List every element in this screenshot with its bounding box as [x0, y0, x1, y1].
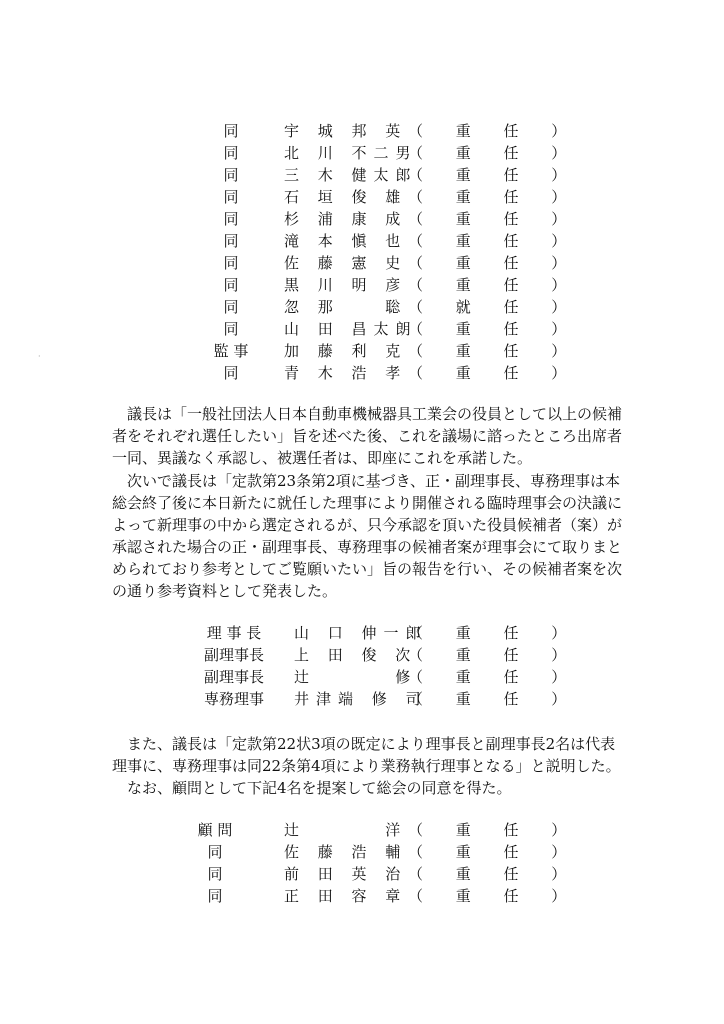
- officer-name: 辻 洋: [284, 821, 408, 839]
- role-label: 同: [223, 320, 239, 338]
- paragraph-executive-report: 次いで議長は「定款第23条第2項に基づき、正・副理事長、専務理事は本総会終了後に本日新たに就任した理事により開催される臨時理事会の決議によって新理事の中から選定されるが、只今承認を頂いた役員候補者（案）が承認された場合の正・副理事長、専務理事の候補者案が理事会にて取りまとめられており参考としてご覧願いたい」旨の報告を行い、その候補者案を次の通り参考資料として発表した。: [112, 472, 623, 600]
- roster-row: [0, 863, 724, 885]
- officer-name: 三 木 健太郎: [284, 166, 418, 184]
- role-label: 同: [223, 254, 239, 272]
- margin-dot: ·: [38, 352, 41, 361]
- roster-row: [0, 644, 724, 666]
- appointment-status: （ 重 任 ）: [408, 254, 581, 272]
- executive-roster: [0, 622, 724, 710]
- appointment-status: （ 重 任 ）: [408, 144, 581, 162]
- role-label: 監 事: [213, 342, 249, 360]
- officer-name: 黒 川 明 彦: [284, 276, 408, 294]
- role-label: 同: [207, 843, 223, 861]
- roster-row: [0, 318, 724, 340]
- role-label: 理 事 長: [206, 624, 262, 642]
- appointment-status: （ 重 任 ）: [408, 188, 581, 206]
- role-label: 同: [223, 210, 239, 228]
- officer-name: 忽 那 聡: [284, 298, 408, 316]
- officer-name: 上 田 俊 次: [294, 646, 418, 664]
- role-label: 同: [207, 865, 223, 883]
- roster-row: [0, 208, 724, 230]
- appointment-status: （ 重 任 ）: [408, 210, 581, 228]
- appointment-status: （ 重 任 ）: [408, 320, 581, 338]
- roster-row: [0, 230, 724, 252]
- roster-row: [0, 666, 724, 688]
- appointment-status: （ 重 任 ）: [408, 364, 581, 382]
- roster-row: [0, 841, 724, 863]
- roster-row: [0, 885, 724, 907]
- officer-name: 井津端 修 司: [294, 690, 428, 708]
- officer-name: 佐 藤 憲 史: [284, 254, 408, 272]
- paragraph-election-approval: 議長は「一般社団法人日本自動車機械器具工業会の役員として以上の候補者をそれぞれ選任したい」旨を述べた後、これを議場に諮ったところ出席者一同、異議なく承認し、被選任者は、即座にこれを承諾した。: [112, 405, 623, 467]
- role-label: 同: [207, 887, 223, 905]
- officer-name: 青 木 浩 孝: [284, 364, 408, 382]
- appointment-status: （ 重 任 ）: [408, 276, 581, 294]
- officer-name: 前 田 英 治: [284, 865, 408, 883]
- roster-row: [0, 142, 724, 164]
- role-label: 同: [223, 364, 239, 382]
- officer-name: 宇 城 邦 英: [284, 122, 408, 140]
- officer-name: 北 川 不二男: [284, 144, 418, 162]
- roster-row: [0, 296, 724, 318]
- appointment-status: （ 重 任 ）: [408, 342, 581, 360]
- role-label: 同: [223, 122, 239, 140]
- officer-name: 辻 修: [294, 668, 418, 686]
- appointment-status: （ 重 任 ）: [408, 232, 581, 250]
- roster-row: [0, 340, 724, 362]
- officer-name: 山 口 伸一郎: [294, 624, 428, 642]
- appointment-status: （ 重 任 ）: [408, 646, 581, 664]
- roster-row: [0, 622, 724, 644]
- officer-name: 石 垣 俊 雄: [284, 188, 408, 206]
- appointment-status: （ 重 任 ）: [408, 668, 581, 686]
- officer-name: 加 藤 利 克: [284, 342, 408, 360]
- paragraph-advisers-intro: なお、顧問として下記4名を提案して総会の同意を得た。: [127, 779, 512, 797]
- officer-name: 滝 本 愼 也: [284, 232, 408, 250]
- officer-name: 正 田 容 章: [284, 887, 408, 905]
- appointment-status: （ 重 任 ）: [408, 843, 581, 861]
- roster-row: [0, 362, 724, 384]
- officer-name: 山 田 昌太朗: [284, 320, 418, 338]
- roster-row: [0, 252, 724, 274]
- officer-name: 佐 藤 浩 輔: [284, 843, 408, 861]
- role-label: 副理事長: [203, 646, 264, 664]
- roster-row: [0, 164, 724, 186]
- officer-roster: [0, 120, 724, 384]
- appointment-status: （ 重 任 ）: [408, 865, 581, 883]
- role-label: 同: [223, 188, 239, 206]
- adviser-roster: [0, 819, 724, 907]
- appointment-status: （ 重 任 ）: [408, 821, 581, 839]
- role-label: 同: [223, 276, 239, 294]
- appointment-status: （ 重 任 ）: [408, 122, 581, 140]
- officer-name: 杉 浦 康 成: [284, 210, 408, 228]
- roster-row: [0, 186, 724, 208]
- roster-row: [0, 688, 724, 710]
- role-label: 同: [223, 144, 239, 162]
- appointment-status: （ 重 任 ）: [408, 166, 581, 184]
- roster-row: [0, 120, 724, 142]
- paragraph-representative-directors: また、議長は「定款第22状3項の既定により理事長と副理事長2名は代表理事に、専務理事は同22条第4項により業務執行理事となる」と説明した。: [112, 735, 621, 775]
- appointment-status: （ 就 任 ）: [408, 298, 581, 316]
- appointment-status: （ 重 任 ）: [408, 690, 581, 708]
- roster-row: [0, 274, 724, 296]
- role-label: 副理事長: [203, 668, 264, 686]
- role-label: 同: [223, 166, 239, 184]
- appointment-status: （ 重 任 ）: [408, 887, 581, 905]
- role-label: 同: [223, 232, 239, 250]
- role-label: 同: [223, 298, 239, 316]
- role-label: 専務理事: [203, 690, 264, 708]
- roster-row: [0, 819, 724, 841]
- role-label: 顧 問: [197, 821, 233, 839]
- appointment-status: （ 重 任 ）: [408, 624, 581, 642]
